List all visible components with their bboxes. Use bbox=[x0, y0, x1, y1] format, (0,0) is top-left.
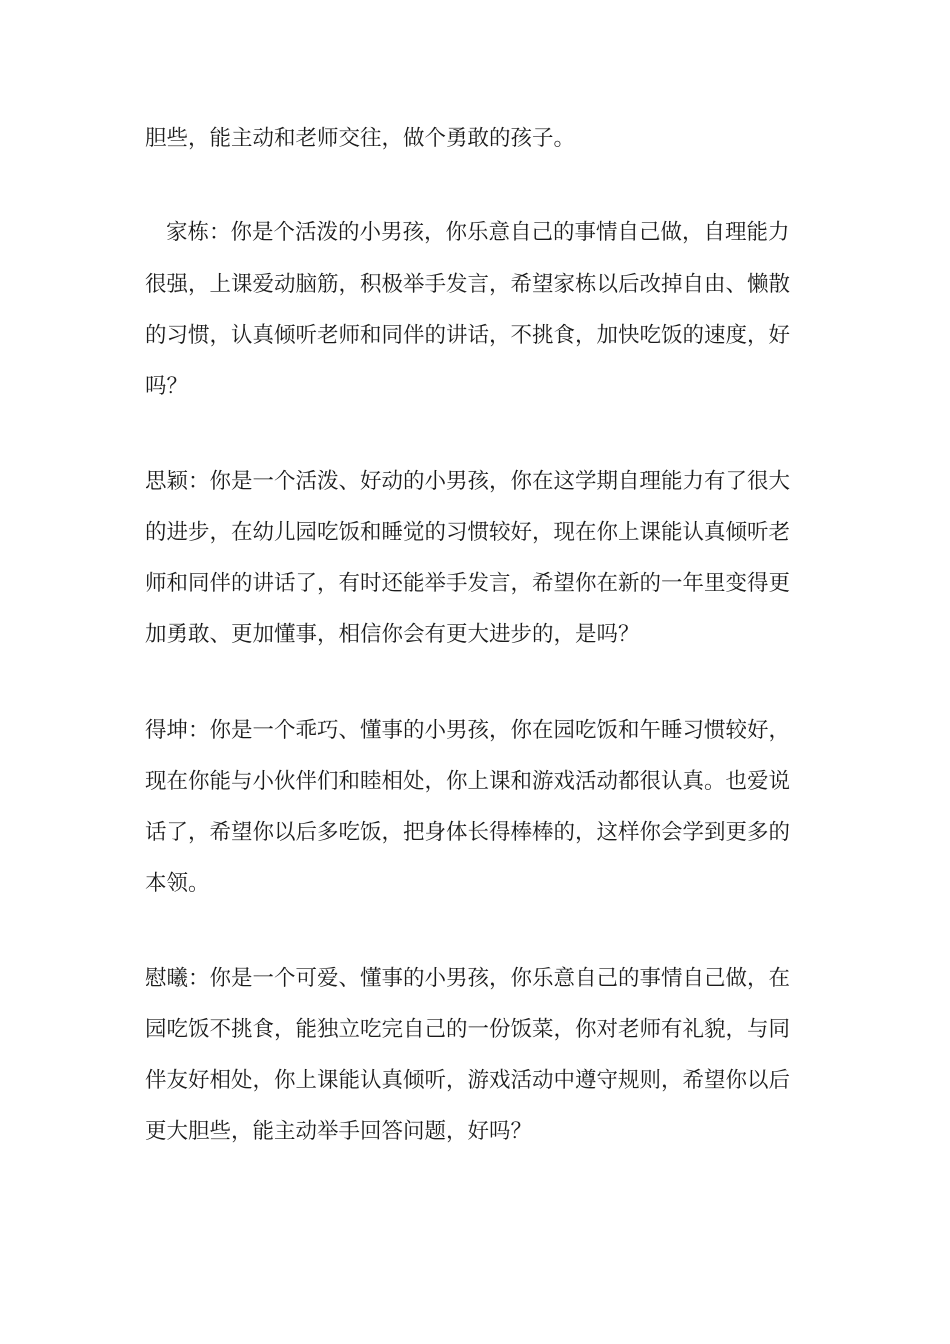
paragraph-line: 得坤：你是一个乖巧、懂事的小男孩，你在园吃饭和午睡习惯较好， bbox=[145, 718, 791, 743]
paragraph-line: 园吃饭不挑食，能独立吃完自己的一份饭菜，你对老师有礼貌，与同 bbox=[145, 1017, 791, 1042]
paragraph-line: 的进步，在幼儿园吃饭和睡觉的习惯较好，现在你上课能认真倾听老 bbox=[145, 520, 791, 545]
paragraph-line: 家栋：你是个活泼的小男孩，你乐意自己的事情自己做，自理能力 bbox=[166, 220, 790, 245]
paragraph-line: 伴友好相处，你上课能认真倾听，游戏活动中遵守规则，希望你以后 bbox=[145, 1068, 791, 1093]
paragraph-line: 的习惯，认真倾听老师和同伴的讲话，不挑食，加快吃饭的速度，好 bbox=[145, 323, 791, 348]
paragraph-line: 吗？ bbox=[145, 374, 189, 399]
paragraph-line: 很强，上课爱动脑筋，积极举手发言，希望家栋以后改掉自由、懒散 bbox=[145, 272, 791, 297]
paragraph-line: 话了，希望你以后多吃饭，把身体长得棒棒的，这样你会学到更多的 bbox=[145, 820, 791, 845]
paragraph-line: 思颖：你是一个活泼、好动的小男孩，你在这学期自理能力有了很大 bbox=[145, 469, 791, 494]
paragraph-line: 慰曦：你是一个可爱、懂事的小男孩，你乐意自己的事情自己做，在 bbox=[145, 966, 791, 991]
paragraph-line: 师和同伴的讲话了，有时还能举手发言，希望你在新的一年里变得更 bbox=[145, 571, 791, 596]
paragraph-line: 更大胆些，能主动举手回答问题，好吗？ bbox=[145, 1119, 533, 1144]
paragraph-line: 本领。 bbox=[145, 871, 210, 896]
paragraph-line: 加勇敢、更加懂事，相信你会有更大进步的，是吗？ bbox=[145, 622, 640, 647]
paragraph-line: 现在你能与小伙伴们和睦相处，你上课和游戏活动都很认真。也爱说 bbox=[145, 769, 791, 794]
paragraph-line: 胆些，能主动和老师交往，做个勇敢的孩子。 bbox=[145, 126, 576, 151]
